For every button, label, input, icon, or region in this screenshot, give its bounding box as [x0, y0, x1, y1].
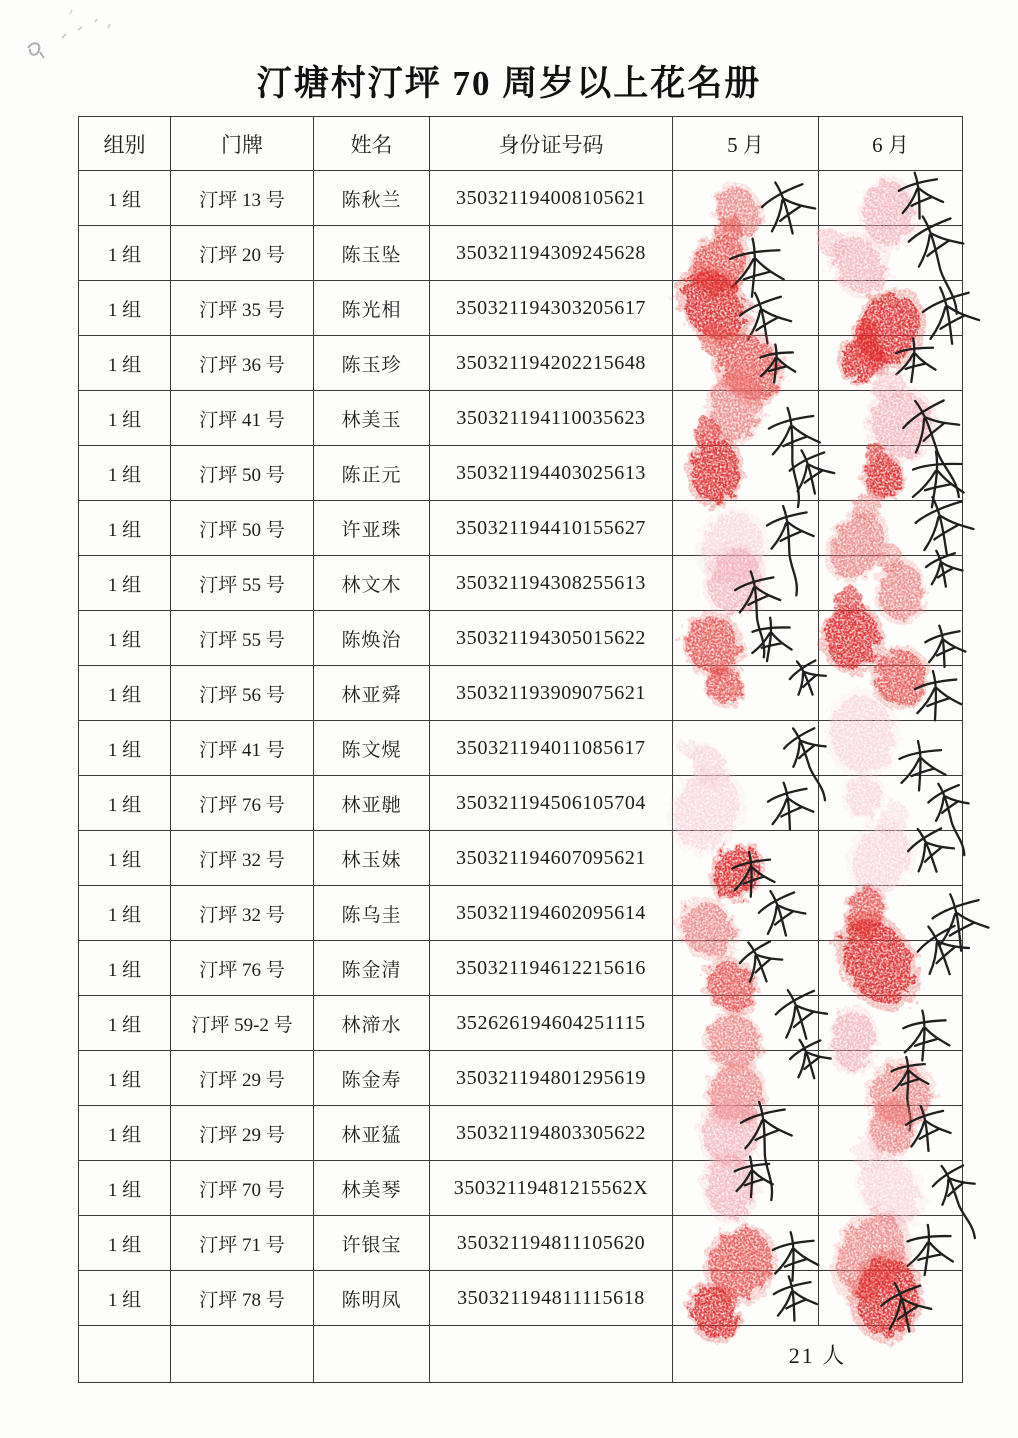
cell-id: 350321194305015622: [430, 611, 673, 666]
cell-sign-may: [673, 996, 819, 1051]
cell-id: 350321194403025613: [430, 446, 673, 501]
cell-address: 汀坪 59-2 号: [171, 996, 314, 1051]
cell-sign-may: [673, 1161, 819, 1216]
cell-address: 汀坪 35 号: [171, 281, 314, 336]
cell-group: 1 组: [79, 776, 171, 831]
cell-group: 1 组: [79, 446, 171, 501]
cell-sign-june: [819, 556, 963, 611]
cell-id: 350321194607095621: [430, 831, 673, 886]
cell-name: 林美玉: [314, 391, 430, 446]
column-header-0: 组别: [79, 117, 171, 171]
cell-group: 1 组: [79, 886, 171, 941]
table-row: [79, 1216, 963, 1271]
table-row: [79, 996, 963, 1051]
cell-address: 汀坪 71 号: [171, 1216, 314, 1271]
cell-name: 陈金清: [314, 941, 430, 996]
cell-group: 1 组: [79, 666, 171, 721]
cell-address: 汀坪 76 号: [171, 941, 314, 996]
cell-address: 汀坪 76 号: [171, 776, 314, 831]
footer-empty-cell: [314, 1326, 430, 1383]
table-row: [79, 1051, 963, 1106]
cell-group: 1 组: [79, 556, 171, 611]
table-header: [79, 117, 963, 171]
cell-name: 陈明凤: [314, 1271, 430, 1326]
cell-sign-may: [673, 556, 819, 611]
cell-address: 汀坪 13 号: [171, 171, 314, 226]
table-row: [79, 831, 963, 886]
cell-id: 350321194008105621: [430, 171, 673, 226]
cell-address: 汀坪 41 号: [171, 391, 314, 446]
cell-sign-may: [673, 171, 819, 226]
cell-group: 1 组: [79, 721, 171, 776]
cell-group: 1 组: [79, 281, 171, 336]
cell-sign-june: [819, 831, 963, 886]
cell-sign-may: [673, 831, 819, 886]
cell-sign-june: [819, 446, 963, 501]
table-row: [79, 226, 963, 281]
cell-sign-june: [819, 996, 963, 1051]
table-row: [79, 721, 963, 776]
cell-id: 350321193909075621: [430, 666, 673, 721]
cell-group: 1 组: [79, 1051, 171, 1106]
cell-id: 350321194110035623: [430, 391, 673, 446]
table-footer: [79, 1326, 963, 1383]
cell-group: 1 组: [79, 996, 171, 1051]
cell-group: 1 组: [79, 336, 171, 391]
table-row: [79, 281, 963, 336]
roster-table-container: [78, 116, 962, 1383]
cell-address: 汀坪 36 号: [171, 336, 314, 391]
cell-name: 陈光相: [314, 281, 430, 336]
column-header-2: 姓名: [314, 117, 430, 171]
cell-sign-june: [819, 336, 963, 391]
cell-sign-june: [819, 391, 963, 446]
cell-id: 350321194801295619: [430, 1051, 673, 1106]
footer-empty-cell: [171, 1326, 314, 1383]
cell-sign-may: [673, 1051, 819, 1106]
table-row: [79, 611, 963, 666]
cell-address: 汀坪 50 号: [171, 446, 314, 501]
table-row: [79, 446, 963, 501]
cell-sign-june: [819, 941, 963, 996]
cell-address: 汀坪 55 号: [171, 611, 314, 666]
cell-address: 汀坪 56 号: [171, 666, 314, 721]
cell-name: 林亚毑: [314, 776, 430, 831]
cell-sign-june: [819, 666, 963, 721]
cell-address: 汀坪 29 号: [171, 1051, 314, 1106]
cell-id: 350321194309245628: [430, 226, 673, 281]
cell-group: 1 组: [79, 1106, 171, 1161]
cell-id: 350321194803305622: [430, 1106, 673, 1161]
cell-sign-may: [673, 1216, 819, 1271]
cell-address: 汀坪 32 号: [171, 831, 314, 886]
cell-id: 350321194202215648: [430, 336, 673, 391]
table-row: [79, 391, 963, 446]
cell-sign-june: [819, 721, 963, 776]
footer-empty-cell: [430, 1326, 673, 1383]
cell-sign-may: [673, 446, 819, 501]
cell-sign-may: [673, 391, 819, 446]
column-header-3: 身份证号码: [430, 117, 673, 171]
table-row: [79, 941, 963, 996]
cell-sign-may: [673, 776, 819, 831]
cell-group: 1 组: [79, 831, 171, 886]
cell-address: 汀坪 20 号: [171, 226, 314, 281]
cell-name: 陈玉珍: [314, 336, 430, 391]
cell-name: 林美琴: [314, 1161, 430, 1216]
cell-name: 陈文熀: [314, 721, 430, 776]
cell-name: 陈秋兰: [314, 171, 430, 226]
cell-sign-june: [819, 171, 963, 226]
cell-sign-june: [819, 281, 963, 336]
cell-sign-may: [673, 941, 819, 996]
cell-group: 1 组: [79, 171, 171, 226]
page-title: 汀塘村汀坪 70 周岁以上花名册: [256, 64, 762, 103]
column-header-4: 5 月: [673, 117, 819, 171]
cell-id: 350321194612215616: [430, 941, 673, 996]
cell-id: 352626194604251115: [430, 996, 673, 1051]
cell-id: 350321194602095614: [430, 886, 673, 941]
cell-group: 1 组: [79, 391, 171, 446]
column-header-5: 6 月: [819, 117, 963, 171]
cell-sign-june: [819, 1271, 963, 1326]
cell-address: 汀坪 41 号: [171, 721, 314, 776]
cell-sign-may: [673, 611, 819, 666]
cell-sign-may: [673, 721, 819, 776]
cell-id: 35032119481215562X: [430, 1161, 673, 1216]
cell-id: 350321194011085617: [430, 721, 673, 776]
cell-sign-june: [819, 1216, 963, 1271]
table-row: [79, 666, 963, 721]
table-row: [79, 556, 963, 611]
cell-group: 1 组: [79, 226, 171, 281]
cell-group: 1 组: [79, 1216, 171, 1271]
table-row: [79, 1271, 963, 1326]
cell-name: 陈正元: [314, 446, 430, 501]
cell-sign-may: [673, 336, 819, 391]
cell-name: 林亚舜: [314, 666, 430, 721]
cell-name: 陈乌圭: [314, 886, 430, 941]
cell-group: 1 组: [79, 941, 171, 996]
cell-sign-may: [673, 281, 819, 336]
cell-name: 林亚猛: [314, 1106, 430, 1161]
cell-name: 林玉妹: [314, 831, 430, 886]
cell-sign-may: [673, 501, 819, 556]
cell-id: 350321194303205617: [430, 281, 673, 336]
cell-name: 陈金寿: [314, 1051, 430, 1106]
cell-name: 许亚珠: [314, 501, 430, 556]
cell-address: 汀坪 50 号: [171, 501, 314, 556]
cell-sign-june: [819, 501, 963, 556]
cell-sign-may: [673, 226, 819, 281]
table-row: [79, 171, 963, 226]
table-row: [79, 1161, 963, 1216]
table-row: [79, 776, 963, 831]
cell-sign-may: [673, 1271, 819, 1326]
cell-sign-may: [673, 1106, 819, 1161]
cell-group: 1 组: [79, 1271, 171, 1326]
column-header-1: 门牌: [171, 117, 314, 171]
cell-name: 陈玉坠: [314, 226, 430, 281]
cell-address: 汀坪 55 号: [171, 556, 314, 611]
cell-address: 汀坪 78 号: [171, 1271, 314, 1326]
cell-sign-june: [819, 226, 963, 281]
cell-address: 汀坪 29 号: [171, 1106, 314, 1161]
table-row: [79, 501, 963, 556]
cell-id: 350321194811115618: [430, 1271, 673, 1326]
cell-group: 1 组: [79, 1161, 171, 1216]
cell-id: 350321194811105620: [430, 1216, 673, 1271]
cell-sign-may: [673, 666, 819, 721]
cell-id: 350321194506105704: [430, 776, 673, 831]
table-row: [79, 336, 963, 391]
cell-name: 许银宝: [314, 1216, 430, 1271]
footer-empty-cell: [79, 1326, 171, 1383]
table-row: [79, 1106, 963, 1161]
cell-sign-june: [819, 1161, 963, 1216]
table-row: [79, 886, 963, 941]
cell-sign-june: [819, 776, 963, 831]
cell-sign-june: [819, 886, 963, 941]
cell-address: 汀坪 32 号: [171, 886, 314, 941]
cell-name: 林渧水: [314, 996, 430, 1051]
cell-group: 1 组: [79, 501, 171, 556]
cell-name: 陈焕治: [314, 611, 430, 666]
total-count: 21 人: [673, 1326, 963, 1383]
cell-id: 350321194410155627: [430, 501, 673, 556]
cell-group: 1 组: [79, 611, 171, 666]
cell-id: 350321194308255613: [430, 556, 673, 611]
cell-sign-june: [819, 611, 963, 666]
roster-table: [78, 116, 963, 1383]
cell-name: 林文木: [314, 556, 430, 611]
cell-sign-june: [819, 1106, 963, 1161]
cell-sign-june: [819, 1051, 963, 1106]
cell-address: 汀坪 70 号: [171, 1161, 314, 1216]
cell-sign-may: [673, 886, 819, 941]
